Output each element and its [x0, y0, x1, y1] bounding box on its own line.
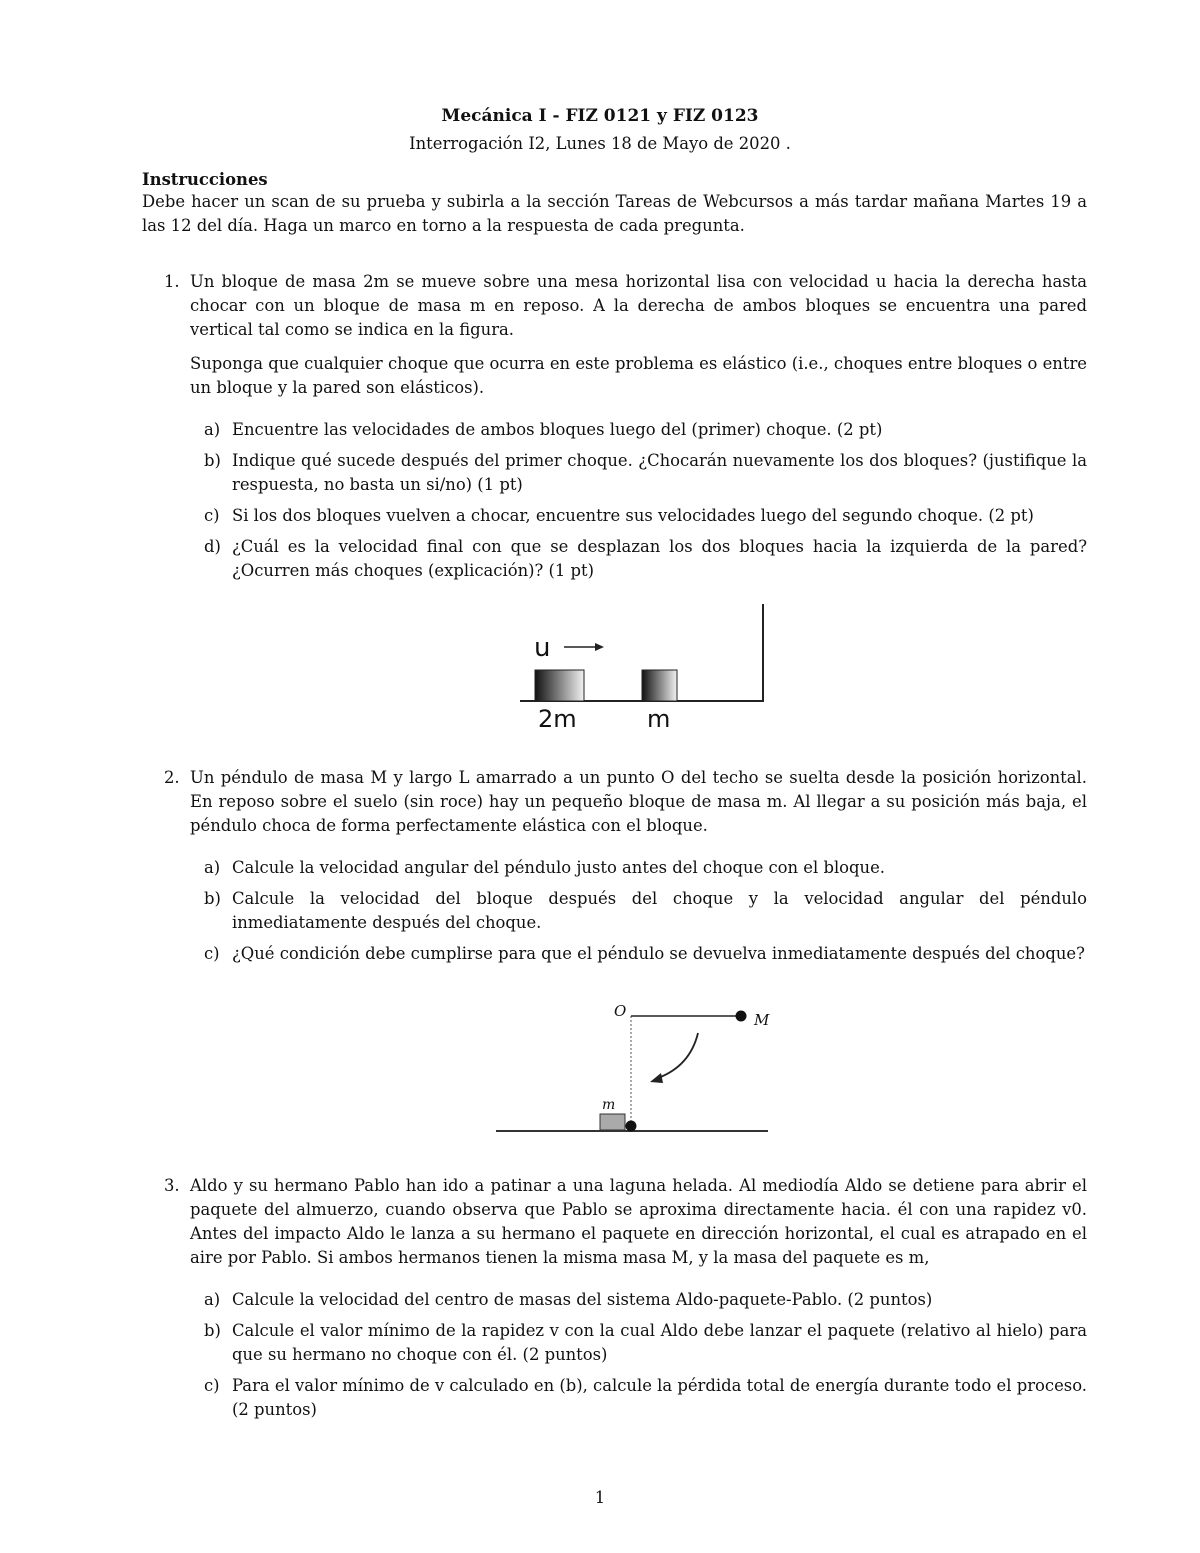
pendulum-bob [736, 1011, 747, 1022]
question-2 [142, 766, 1087, 973]
subquestion-label: b) [204, 1321, 221, 1340]
question-number: 3. [164, 1176, 180, 1195]
subquestion-a [204, 418, 1087, 442]
small-block-label: m [647, 705, 671, 733]
subquestion-text: Para el valor mínimo de v calculado en (b), calcule la pérdida total de energía durante todo el proceso. (2 puntos) [232, 1376, 1087, 1419]
subquestion-b [204, 449, 1087, 497]
document-title: Mecánica I - FIZ 0121 y FIZ 0123 [441, 106, 759, 126]
question-1 [142, 270, 1087, 590]
block-label: m [602, 1097, 616, 1113]
small-block [642, 670, 677, 701]
subquestion-label: d) [204, 537, 221, 556]
document-subtitle: Interrogación I2, Lunes 18 de Mayo de 2020 . [409, 134, 791, 153]
subquestion-c [204, 504, 1087, 528]
subquestion-text: ¿Qué condición debe cumplirse para que el péndulo se devuelva inmediatamente después del choque? [232, 944, 1085, 963]
question-intro: Un bloque de masa 2m se mueve sobre una mesa horizontal lisa con velocidad u hacia la derecha hasta chocar con un bloque de masa m en reposo. A la derecha de ambos bloques se encuentra una pared vertical tal como se indica en la figura. [190, 272, 1087, 339]
subquestion-label: a) [204, 420, 221, 439]
subquestion-b [204, 1319, 1087, 1367]
subquestion-a [204, 1288, 1087, 1312]
pendulum-bob-lowest [626, 1121, 637, 1132]
subquestion-label: b) [204, 451, 221, 470]
subquestion-text: Encuentre las velocidades de ambos bloques luego del (primer) choque. (2 pt) [232, 420, 883, 439]
subquestion-text: Si los dos bloques vuelven a chocar, encuentre sus velocidades luego del segundo choque. (2 pt) [232, 506, 1034, 525]
subquestion-text: Calcule el valor mínimo de la rapidez v con la cual Aldo debe lanzar el paquete (relativo al hielo) para que su hermano no choque con él. (2 puntos) [232, 1321, 1087, 1364]
subquestion-text: Calcule la velocidad del centro de masas del sistema Aldo-paquete-Pablo. (2 puntos) [232, 1290, 933, 1309]
subquestion-a [204, 856, 1087, 880]
right-arrow-icon [564, 643, 604, 651]
page-number: 1 [594, 1488, 606, 1507]
question-number: 1. [164, 272, 180, 291]
question-number: 2. [164, 768, 180, 787]
big-block [535, 670, 584, 701]
subquestion-text: Indique qué sucede después del primer choque. ¿Chocarán nuevamente los dos bloques? (justifique la respuesta, no basta un si/no) (1 pt) [232, 451, 1087, 494]
mass-label: M [754, 1011, 770, 1029]
instructions-text: Debe hacer un scan de su prueba y subirla a la sección Tareas de Webcursos a más tardar mañana Martes 19 a las 12 del día. Haga un marco en torno a la respuesta de cada pregunta. [142, 192, 1087, 235]
pivot-label: O [614, 1002, 627, 1020]
subquestion-label: c) [204, 1376, 220, 1395]
pendulum-figure [490, 996, 775, 1138]
big-block-label: 2m [538, 705, 577, 733]
subquestion-label: b) [204, 889, 221, 908]
question-intro: Un péndulo de masa M y largo L amarrado a un punto O del techo se suelta desde la posición horizontal. En reposo sobre el suelo (sin roce) hay un pequeño bloque de masa m. Al llegar a su posición más baja, el péndulo choca de forma perfectamente elástica con el bloque. [190, 768, 1087, 835]
subquestion-text: Calcule la velocidad angular del péndulo justo antes del choque con el bloque. [232, 858, 886, 877]
subquestion-text: ¿Cuál es la velocidad final con que se desplazan los dos bloques hacia la izquierda de la pared? ¿Ocurren más choques (explicación)? (1 pt) [232, 537, 1087, 580]
subquestion-b [204, 887, 1087, 935]
subquestion-label: a) [204, 1290, 221, 1309]
question-3 [142, 1174, 1087, 1429]
velocity-label: u [534, 633, 551, 663]
question-intro-2: Suponga que cualquier choque que ocurra en este problema es elástico (i.e., choques entre bloques o entre un bloque y la pared son elásticos). [190, 354, 1087, 397]
blocks-wall-figure [520, 600, 780, 740]
subquestion-label: a) [204, 858, 221, 877]
subquestion-label: c) [204, 506, 220, 525]
curved-arrow-icon [650, 1033, 698, 1083]
subquestion-c [204, 1374, 1087, 1422]
small-block [600, 1114, 625, 1130]
subquestion-c [204, 942, 1087, 966]
subquestion-text: Calcule la velocidad del bloque después del choque y la velocidad angular del péndulo inmediatamente después del choque. [232, 889, 1087, 932]
subquestion-label: c) [204, 944, 220, 963]
instructions-heading: Instrucciones [142, 170, 268, 189]
subquestion-d [204, 535, 1087, 583]
question-intro: Aldo y su hermano Pablo han ido a patinar a una laguna helada. Al mediodía Aldo se detiene para abrir el paquete del almuerzo, cuando observa que Pablo se aproxima directamente hacia. él con una rapidez v0. Antes del impacto Aldo le lanza a su hermano el paquete en dirección horizontal, el cual es atrapado en el aire por Pablo. Si ambos hermanos tienen la misma masa M, y la masa del paquete es m, [190, 1176, 1087, 1267]
